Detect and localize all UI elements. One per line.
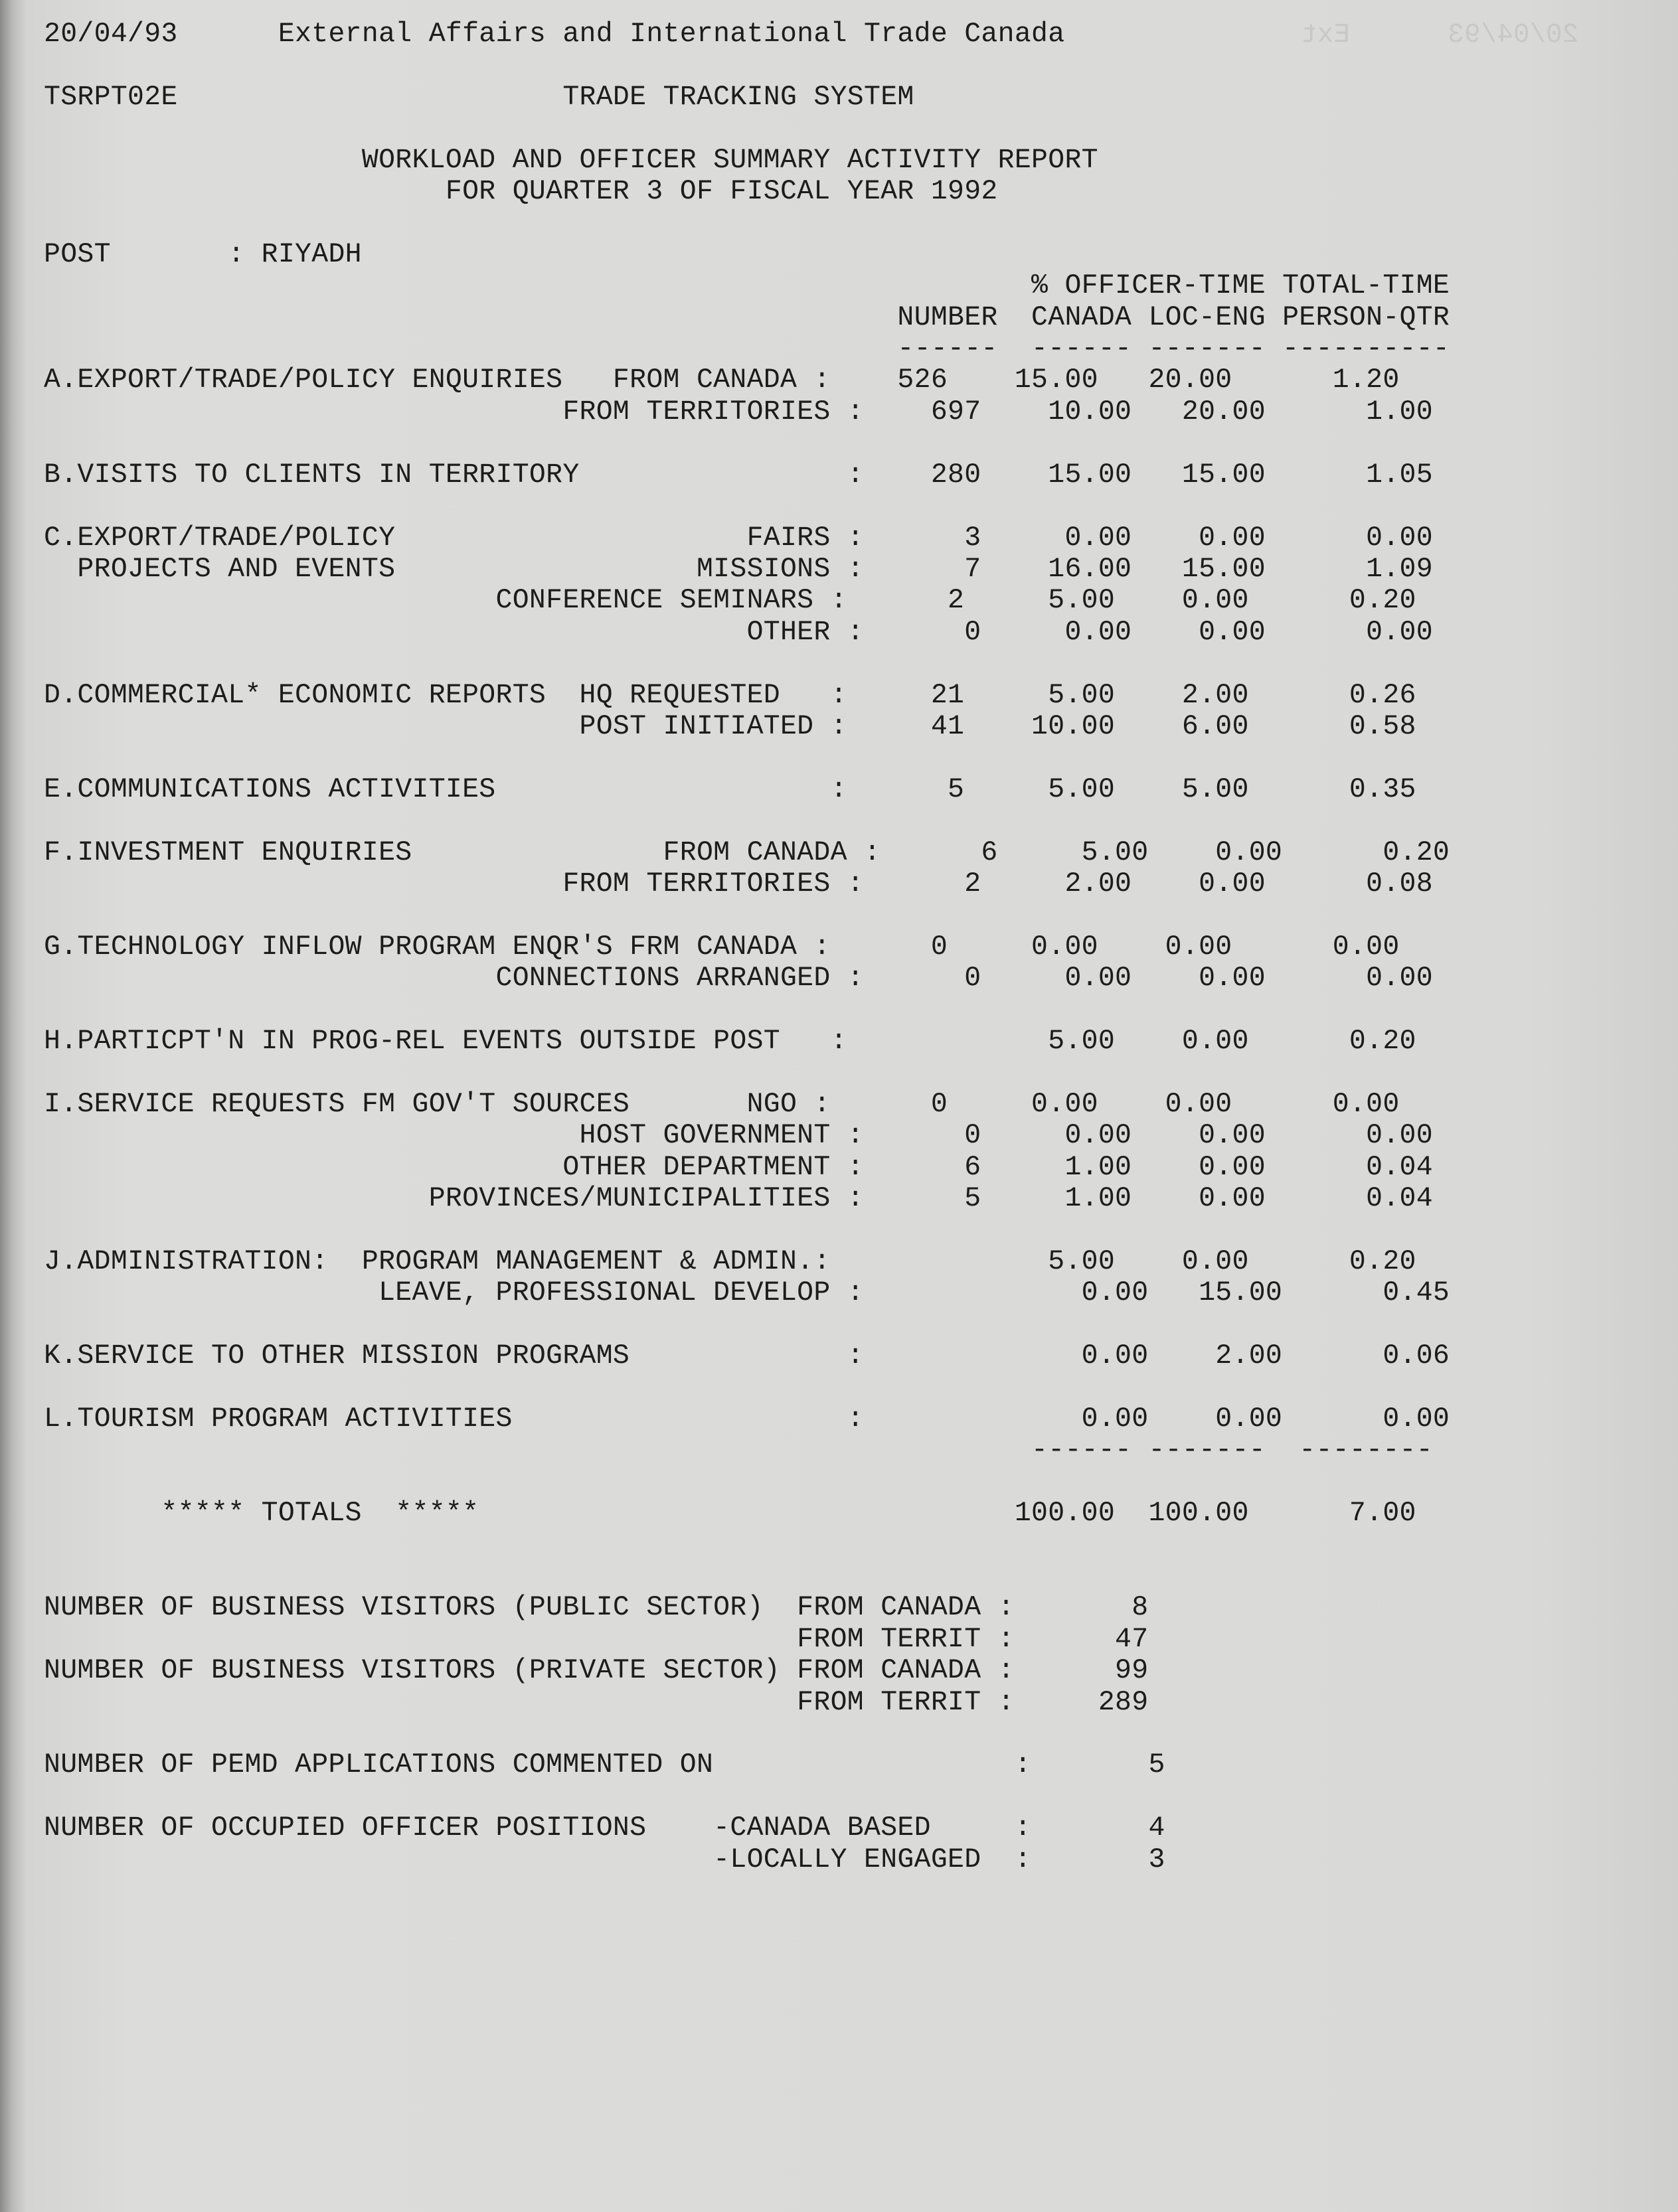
report-line: LEAVE, PROFESSIONAL DEVELOP : 0.00 15.00 0.45 — [44, 1277, 1450, 1309]
report-line — [44, 207, 1450, 238]
report-line: PROJECTS AND EVENTS MISSIONS : 7 16.00 15.00 1.09 — [44, 553, 1433, 585]
report-line: -LOCALLY ENGAGED : 3 — [44, 1844, 1165, 1875]
report-line: FROM TERRIT : 47 — [44, 1623, 1149, 1655]
report-line — [44, 1781, 1450, 1812]
report-line: OTHER DEPARTMENT : 6 1.00 0.00 0.04 — [44, 1151, 1433, 1183]
report-line — [44, 994, 1450, 1026]
report-line — [44, 1372, 1450, 1403]
report-line — [44, 1530, 1450, 1561]
report-line: NUMBER CANADA LOC-ENG PERSON-QTR — [44, 301, 1450, 333]
report-line: I.SERVICE REQUESTS FM GOV'T SOURCES NGO : 0 0.00 0.00 0.00 — [44, 1088, 1400, 1120]
report-line: TSRPT02E TRADE TRACKING SYSTEM — [44, 81, 914, 113]
report-line: A.EXPORT/TRADE/POLICY ENQUIRIES FROM CANADA : 526 15.00 20.00 1.20 — [44, 364, 1400, 396]
bleed-through-text: 20/04/93 Ext — [1300, 20, 1578, 50]
report-line: B.VISITS TO CLIENTS IN TERRITORY : 280 15.00 15.00 1.05 — [44, 459, 1433, 491]
report-line: NUMBER OF OCCUPIED OFFICER POSITIONS -CANADA BASED : 4 — [44, 1812, 1165, 1844]
report-line — [44, 1057, 1450, 1088]
report-line: FROM TERRIT : 289 — [44, 1686, 1149, 1718]
report-line — [44, 900, 1450, 931]
report-line: F.INVESTMENT ENQUIRIES FROM CANADA : 6 5.00 0.00 0.20 — [44, 836, 1450, 868]
report-line: H.PARTICPT'N IN PROG-REL EVENTS OUTSIDE POST : 5.00 0.00 0.20 — [44, 1026, 1416, 1057]
report-line: OTHER : 0 0.00 0.00 0.00 — [44, 616, 1433, 648]
report-line: FROM TERRITORIES : 2 2.00 0.00 0.08 — [44, 868, 1433, 900]
report-line: G.TECHNOLOGY INFLOW PROGRAM ENQR'S FRM CANADA : 0 0.00 0.00 0.00 — [44, 931, 1400, 963]
report-line: POST INITIATED : 41 10.00 6.00 0.58 — [44, 710, 1416, 742]
report-line — [44, 1214, 1450, 1245]
report-line — [44, 1718, 1450, 1749]
report-line: 20/04/93 External Affairs and International Trade Canada — [44, 19, 1065, 50]
report-line: D.COMMERCIAL* ECONOMIC REPORTS HQ REQUESTED : 21 5.00 2.00 0.26 — [44, 679, 1416, 711]
report-line: % OFFICER-TIME TOTAL-TIME — [44, 270, 1450, 302]
report-line: FROM TERRITORIES : 697 10.00 20.00 1.00 — [44, 396, 1433, 428]
report-line: FOR QUARTER 3 OF FISCAL YEAR 1992 — [44, 176, 998, 208]
report-line — [44, 1309, 1450, 1340]
report-text — [44, 19, 1450, 1875]
report-line — [44, 1466, 1450, 1498]
report-line — [44, 742, 1450, 773]
report-line: POST : RIYADH — [44, 238, 362, 270]
report-line: L.TOURISM PROGRAM ACTIVITIES : 0.00 0.00 0.00 — [44, 1403, 1450, 1435]
report-line — [44, 648, 1450, 679]
report-line: ***** TOTALS ***** 100.00 100.00 7.00 — [44, 1498, 1416, 1530]
report-line: C.EXPORT/TRADE/POLICY FAIRS : 3 0.00 0.00 0.00 — [44, 522, 1433, 554]
report-line — [44, 428, 1450, 459]
report-line — [44, 1561, 1450, 1592]
report-line: J.ADMINISTRATION: PROGRAM MANAGEMENT & ADMIN.: 5.00 0.00 0.20 — [44, 1245, 1416, 1277]
report-line: NUMBER OF BUSINESS VISITORS (PUBLIC SECTOR) FROM CANADA : 8 — [44, 1592, 1149, 1624]
report-line: CONNECTIONS ARRANGED : 0 0.00 0.00 0.00 — [44, 963, 1433, 994]
report-line: K.SERVICE TO OTHER MISSION PROGRAMS : 0.00 2.00 0.06 — [44, 1340, 1450, 1372]
report-line — [44, 50, 1450, 81]
report-line: CONFERENCE SEMINARS : 2 5.00 0.00 0.20 — [44, 585, 1416, 617]
report-line: ------ ------ ------- ---------- — [44, 333, 1450, 365]
report-line — [44, 113, 1450, 144]
report-line — [44, 805, 1450, 836]
report-line: E.COMMUNICATIONS ACTIVITIES : 5 5.00 5.00 0.35 — [44, 773, 1416, 805]
report-line: HOST GOVERNMENT : 0 0.00 0.00 0.00 — [44, 1120, 1433, 1152]
report-line — [44, 491, 1450, 522]
report-line: ------ ------- -------- — [44, 1435, 1433, 1466]
report-line: PROVINCES/MUNICIPALITIES : 5 1.00 0.00 0.04 — [44, 1183, 1433, 1215]
report-line: WORKLOAD AND OFFICER SUMMARY ACTIVITY REPORT — [44, 144, 1098, 176]
report-line: NUMBER OF BUSINESS VISITORS (PRIVATE SECTOR) FROM CANADA : 99 — [44, 1655, 1149, 1687]
report-line: NUMBER OF PEMD APPLICATIONS COMMENTED ON : 5 — [44, 1749, 1165, 1781]
